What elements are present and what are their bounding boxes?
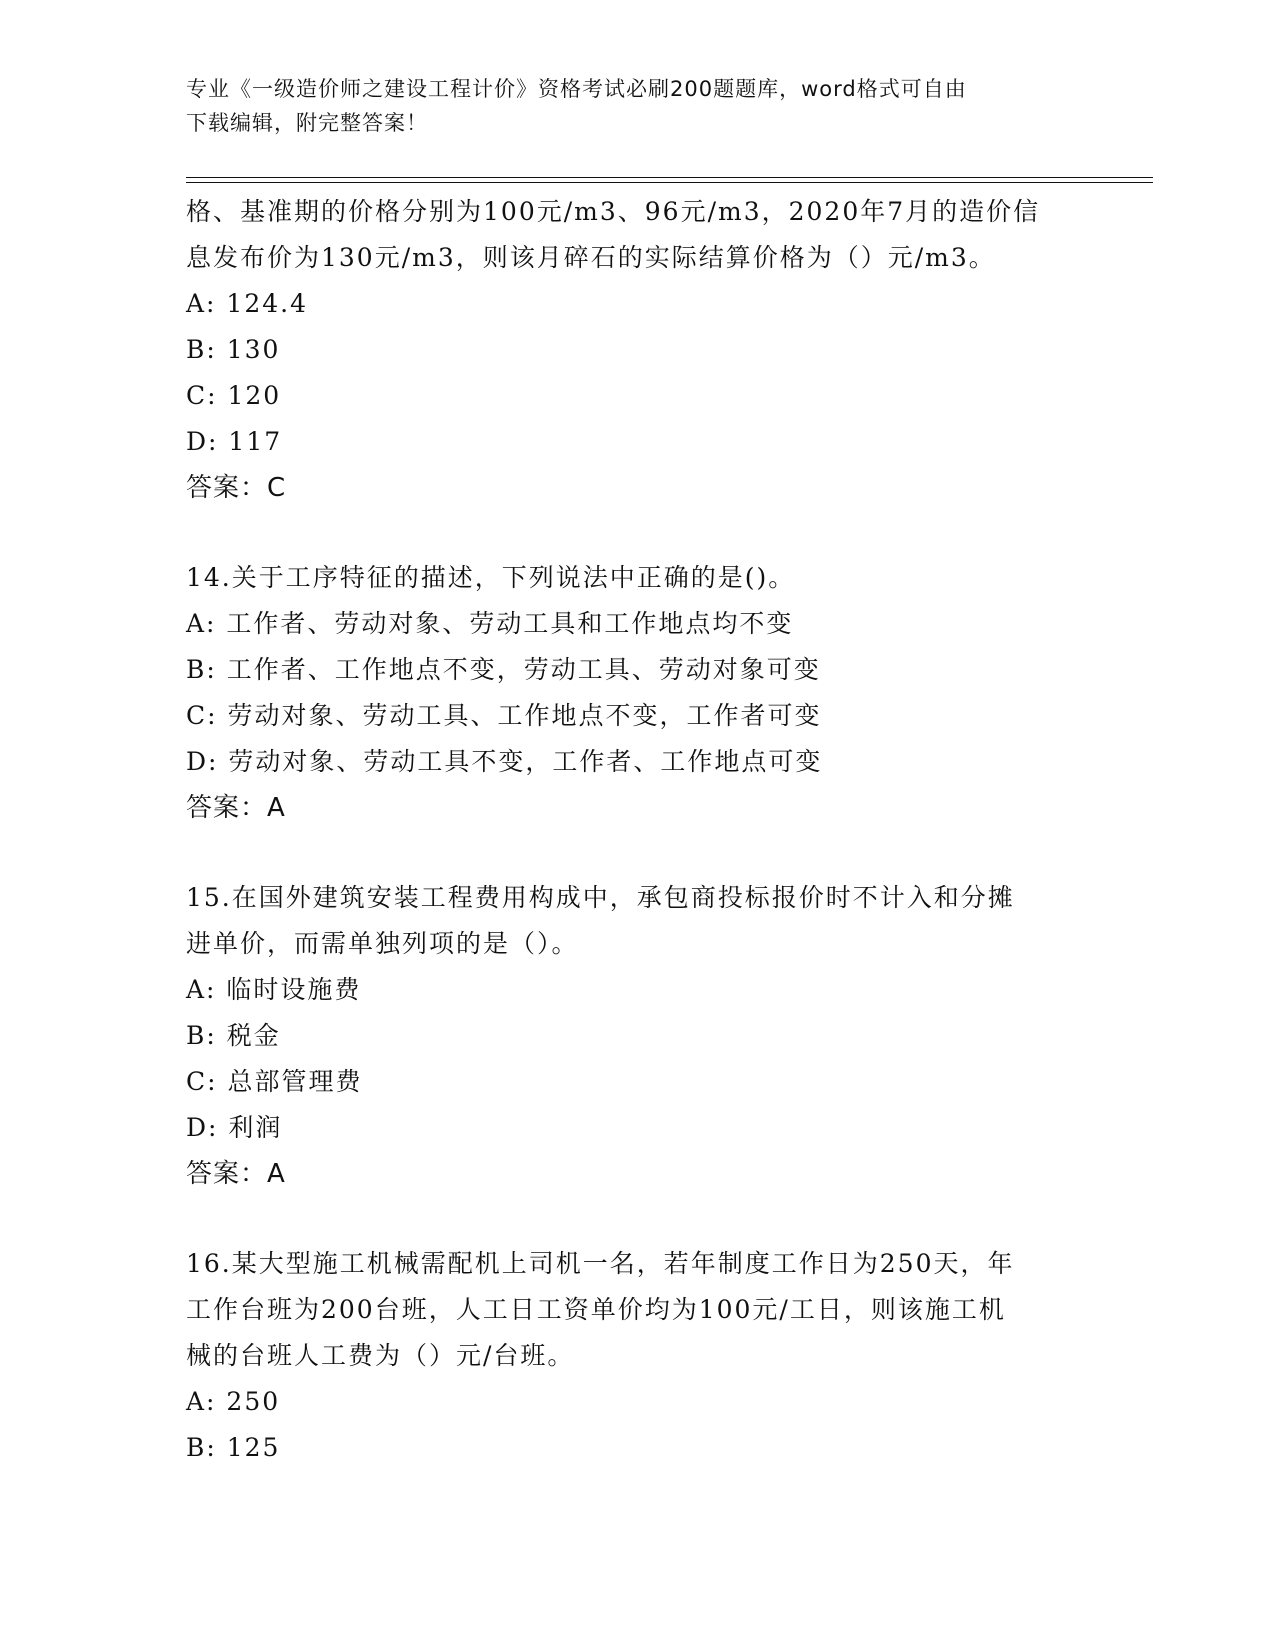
question-stem: 工作台班为200台班，人工日工资单价均为100元/工日，则该施工机 (186, 1295, 1006, 1324)
header-divider-bottom (186, 182, 1153, 183)
question-stem: 14.关于工序特征的描述，下列说法中正确的是()。 (186, 563, 796, 592)
spacer (186, 831, 1086, 875)
question-stem: 15.在国外建筑安装工程费用构成中，承包商投标报价时不计入和分摊 (186, 883, 1015, 912)
option-d: D: 117 (186, 427, 283, 456)
question-list (186, 189, 1086, 1471)
option-b: B: 税金 (186, 1021, 281, 1050)
option-b: B: 130 (186, 335, 281, 364)
header-divider-top (186, 177, 1153, 178)
question-stem: 16.某大型施工机械需配机上司机一名，若年制度工作日为250天，年 (186, 1249, 1015, 1278)
question-stem: 械的台班人工费为（）元/台班。 (186, 1341, 575, 1370)
option-b: B: 125 (186, 1433, 281, 1462)
question-15 (186, 875, 1086, 1197)
question-14 (186, 555, 1086, 831)
option-c: C: 劳动对象、劳动工具、工作地点不变，工作者可变 (186, 701, 822, 730)
question-stem: 格、基准期的价格分别为100元/m3、96元/m3，2020年7月的造价信 (186, 197, 1041, 226)
option-d: D: 劳动对象、劳动工具不变，工作者、工作地点可变 (186, 747, 823, 776)
header-line-1: 专业《一级造价师之建设工程计价》资格考试必刷200题题库，word格式可自由 (186, 77, 967, 101)
document-header (186, 72, 1086, 140)
question-stem: 息发布价为130元/m3，则该月碎石的实际结算价格为（）元/m3。 (186, 243, 996, 272)
question-13 (186, 189, 1086, 511)
option-b: B: 工作者、工作地点不变，劳动工具、劳动对象可变 (186, 655, 821, 684)
question-16 (186, 1241, 1086, 1471)
option-c: C: 总部管理费 (186, 1067, 363, 1096)
answer-line: 答案：C (186, 473, 287, 503)
answer-line: 答案：A (186, 1159, 286, 1189)
option-a: A: 临时设施费 (186, 975, 362, 1004)
option-a: A: 工作者、劳动对象、劳动工具和工作地点均不变 (186, 609, 794, 638)
option-a: A: 250 (186, 1387, 281, 1416)
answer-line: 答案：A (186, 793, 286, 823)
question-stem: 进单价，而需单独列项的是（）。 (186, 929, 579, 958)
option-c: C: 120 (186, 381, 282, 410)
header-line-2: 下载编辑，附完整答案！ (186, 111, 428, 135)
spacer (186, 1197, 1086, 1241)
option-a: A: 124.4 (186, 289, 308, 318)
option-d: D: 利润 (186, 1113, 283, 1142)
spacer (186, 511, 1086, 555)
